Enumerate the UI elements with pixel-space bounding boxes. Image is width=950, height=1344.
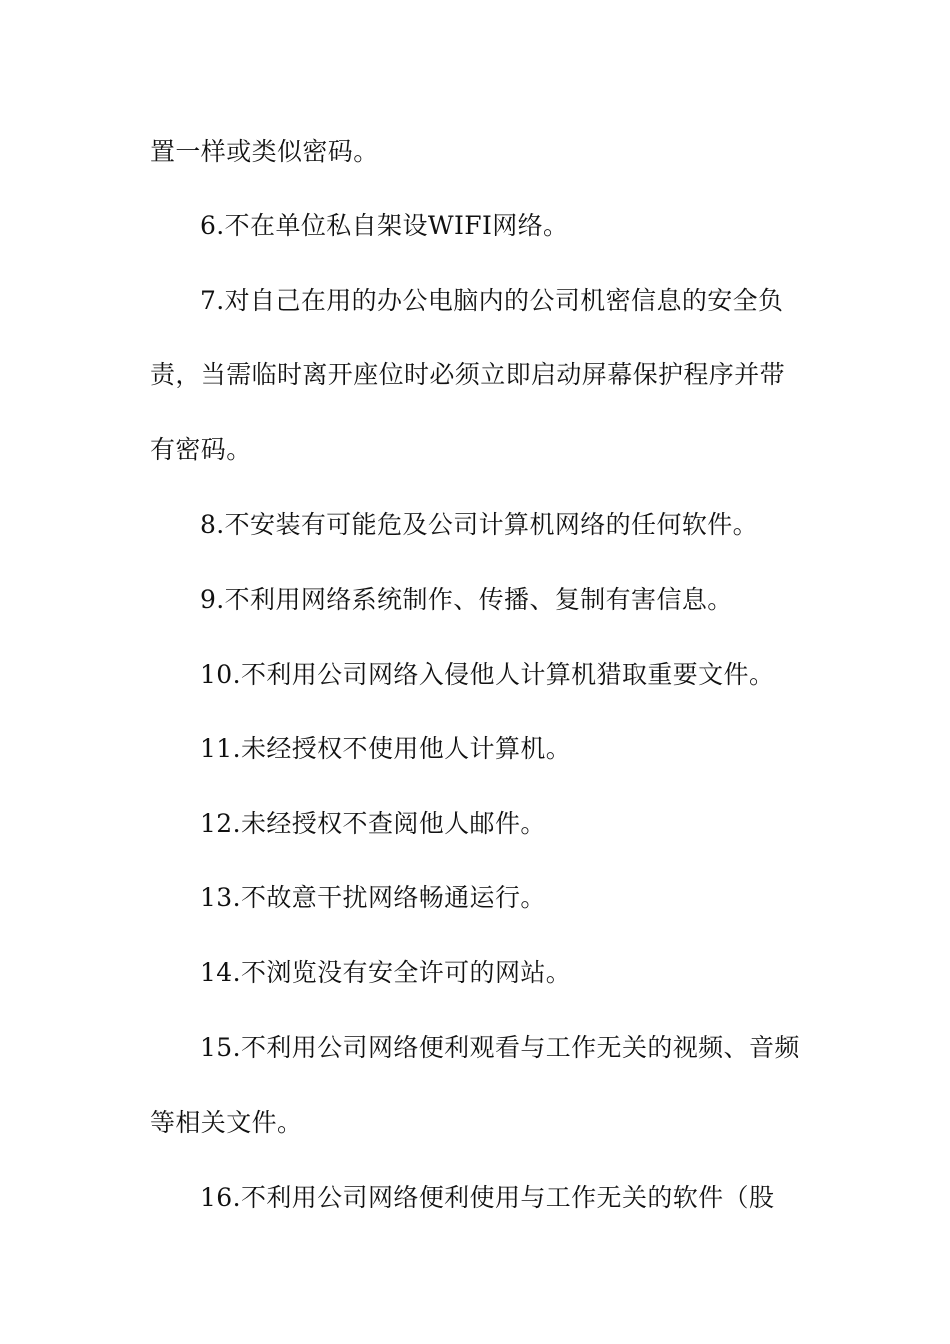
rule-item-13: 13.不故意干扰网络畅通运行。 <box>200 883 546 912</box>
rule-item-11: 11.未经授权不使用他人计算机。 <box>200 734 572 763</box>
rule-item-8: 8.不安装有可能危及公司计算机网络的任何软件。 <box>200 510 759 539</box>
rule-item-12: 12.未经授权不查阅他人邮件。 <box>200 809 546 838</box>
text-line-continuation: 置一样或类似密码。 <box>150 137 379 166</box>
rule-item-14: 14.不浏览没有安全许可的网站。 <box>200 958 572 987</box>
rule-item-16: 16.不利用公司网络便利使用与工作无关的软件（股 <box>200 1183 775 1212</box>
rule-item-7-continued: 责，当需临时离开座位时必须立即启动屏幕保护程序并带 <box>150 360 786 389</box>
rule-item-10: 10.不利用公司网络入侵他人计算机猎取重要文件。 <box>200 660 775 689</box>
rule-item-9: 9.不利用网络系统制作、传播、复制有害信息。 <box>200 585 733 614</box>
rule-item-15-continued: 等相关文件。 <box>150 1108 303 1137</box>
rule-item-6: 6.不在单位私自架设WIFI网络。 <box>200 211 569 240</box>
rule-item-15: 15.不利用公司网络便利观看与工作无关的视频、音频 <box>200 1033 800 1062</box>
rule-item-7-end: 有密码。 <box>150 435 252 464</box>
rule-item-7: 7.对自己在用的办公电脑内的公司机密信息的安全负 <box>200 286 784 315</box>
